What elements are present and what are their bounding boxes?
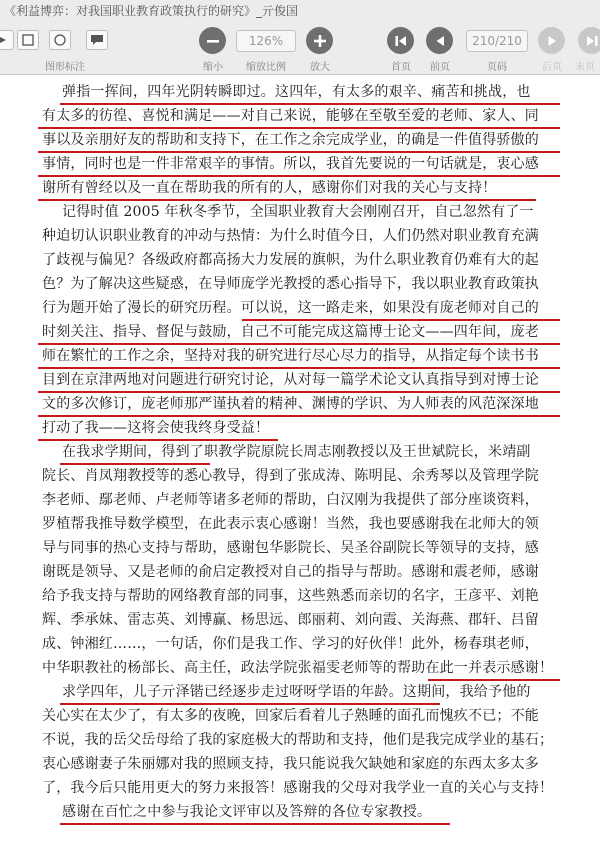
rectangle-tool-button[interactable] [17,30,39,50]
zoom-input[interactable]: 126% [236,30,296,52]
text-line: 了，我今后只能用更大的努力来报答！感谢我的父母对我学业一直的关心与支持！ [42,780,554,796]
window-title-bar [0,0,600,23]
comment-tool-button[interactable] [86,30,108,50]
underline-annotation[interactable] [38,439,278,441]
underline-annotation[interactable] [38,367,560,369]
text-line: 成、钟湘红……，一句话，你们是我工作、学习的好伙伴！此外，杨春琪老师， [42,636,539,652]
ellipse-tool-button[interactable] [49,30,71,50]
annotation-caption: 图形标注 [45,62,85,73]
text-line: 文的多次修订，庞老师那严谨执着的精神、渊博的学识、为人师表的风范深深地 [42,396,539,412]
first-page-caption: 首页 [391,62,411,73]
plus-icon [313,34,327,48]
underline-annotation[interactable] [242,319,560,321]
page-input[interactable]: 210/210 [466,30,528,52]
circle-icon [54,34,66,46]
text-line: 行为题开始了漫长的研究历程。可以说，这一路走来，如果没有庞老师对自己的 [42,300,539,316]
comment-icon [90,34,104,46]
text-line: 关心实在太少了，有太多的夜晚，回家后看着儿子熟睡的面孔而愧疚不已；不能 [42,708,539,724]
underline-annotation[interactable] [60,103,560,105]
text-line: 导与同事的热心支持与帮助，感谢包华影院长、吴圣谷副院长等领导的支持，感 [42,540,539,556]
underline-annotation[interactable] [60,463,210,465]
page-caption: 页码 [487,62,507,73]
arrow-left-icon [433,34,447,48]
text-line: 院长、肖凤翔教授等的悉心教导，得到了张成涛、陈明昆、余秀琴以及管理学院 [42,468,539,484]
text-line: 时刻关注、指导、督促与鼓励，自己不可能完成这篇博士论文——四年间，庞老 [42,324,539,340]
next-page-caption: 后页 [542,62,562,73]
text-line: 辉、季承妹、雷志英、刘博赢、杨思远、郎丽莉、刘向霞、关海燕、郡轩、吕留 [42,612,539,628]
next-page-button[interactable] [538,27,565,54]
skip-back-icon [394,34,408,48]
text-line: 师在繁忙的工作之余，坚持对我的研究进行尽心尽力的指导，从指定每个读书书 [42,348,539,364]
text-line: 种迫切认识职业教育的冲动与热情：为什么时值今日，人们仍然对职业教育充满 [42,228,539,244]
text-line: 不说，我的岳父岳母给了我的家庭极大的帮助和支持，他们是我完成学业的基石； [42,732,554,748]
zoom-out-caption: 缩小 [203,62,223,73]
underline-annotation[interactable] [38,391,560,393]
text-line: 谢所有曾经以及一直在帮助我的所有的人，感谢你们对我的关心与支持！ [42,180,497,196]
prev-page-caption: 前页 [430,62,450,73]
text-line: 打动了我——这将会使我终身受益！ [42,420,270,436]
text-line: 事以及亲朋好友的帮助和支持下，在工作之余完成学业，的确是一件值得骄傲的 [42,132,539,148]
underline-annotation[interactable] [38,199,536,201]
text-line: 事情，同时也是一件非常艰辛的事情。所以，我首先要说的一句话就是，衷心感 [42,156,539,172]
underline-annotation[interactable] [38,151,560,153]
minus-icon [206,34,220,48]
text-line: 目到在京津两地对问题进行研究讨论，从对每一篇学术论文认真指导到对博士论 [42,372,539,388]
text-line: 感谢在百忙之中参与我论文评审以及答辩的各位专家教授。 [62,804,432,820]
underline-annotation[interactable] [38,415,560,417]
underline-annotation[interactable] [38,127,560,129]
text-line: 记得时值 2005 年秋冬季节，全国职业教育大会刚刚召开，自己忽然有了一 [62,204,534,220]
window-title: 《利益博弈：对我国职业教育政策执行的研究》_亓俊国 [4,4,299,18]
last-page-button[interactable] [578,27,600,54]
zoom-in-button[interactable] [306,27,333,54]
text-line: 求学四年，儿子亓泽锴已经逐步走过呀呀学语的年龄。这期间，我给予他的 [62,684,531,700]
skip-forward-icon [585,34,599,48]
text-line: 谢既是领导、又是老师的俞启定教授对自己的指导与帮助。感谢和震老师，感谢 [42,564,539,580]
arrow-right-icon [545,34,559,48]
text-line: 给予我支持与帮助的网络教育部的同事，这些熟悉而亲切的名字，王彦平、刘艳 [42,588,539,604]
text-line: 有太多的彷徨、喜悦和满足——对自己来说，能够在至敬至爱的老师、家人、同 [42,108,539,124]
first-page-button[interactable] [387,27,414,54]
underline-annotation[interactable] [60,703,440,705]
text-line: 弹指一挥间，四年光阴转瞬即过。这四年，有太多的艰辛、痛苦和挑战，也 [62,84,531,100]
text-line: 罗植帮我推导数学模型，在此表示衷心感谢！当然，我也要感谢我在北师大的领 [42,516,539,532]
document-page [0,76,600,862]
text-line: 了歧视与偏见？各级政府都高扬大力发展的旗帜，为什么职业教育仍难有大的起 [42,252,539,268]
arrow-icon [0,35,8,45]
prev-page-button[interactable] [426,27,453,54]
rectangle-icon [22,34,34,46]
underline-annotation[interactable] [38,343,560,345]
last-page-caption: 末页 [575,62,595,73]
zoom-out-button[interactable] [199,27,226,54]
text-line: 李老师、鄢老师、卢老师等诸多老师的帮助，白汉刚为我提供了部分座谈资料， [42,492,539,508]
text-line: 在我求学期间，得到了职教学院原院长周志刚教授以及王世斌院长，米靖副 [62,444,531,460]
text-line: 中华职教社的杨部长、高主任，政法学院张福雯老师等的帮助在此一并表示感谢！ [42,660,554,676]
text-line: 色？为了解决这些疑惑，在导师庞学光教授的悉心指导下，我以职业教育政策执 [42,276,539,292]
underline-annotation[interactable] [60,823,450,825]
zoom-ratio-caption: 缩放比例 [246,62,286,73]
zoom-in-caption: 放大 [310,62,330,73]
underline-annotation[interactable] [428,679,560,681]
underline-annotation[interactable] [38,175,560,177]
toolbar [0,22,600,75]
text-line: 衷心感谢妻子朱丽娜对我的照顾支持，我只能说我欠缺她和家庭的东西太多太多 [42,756,539,772]
pointer-tool-button[interactable] [0,30,14,50]
